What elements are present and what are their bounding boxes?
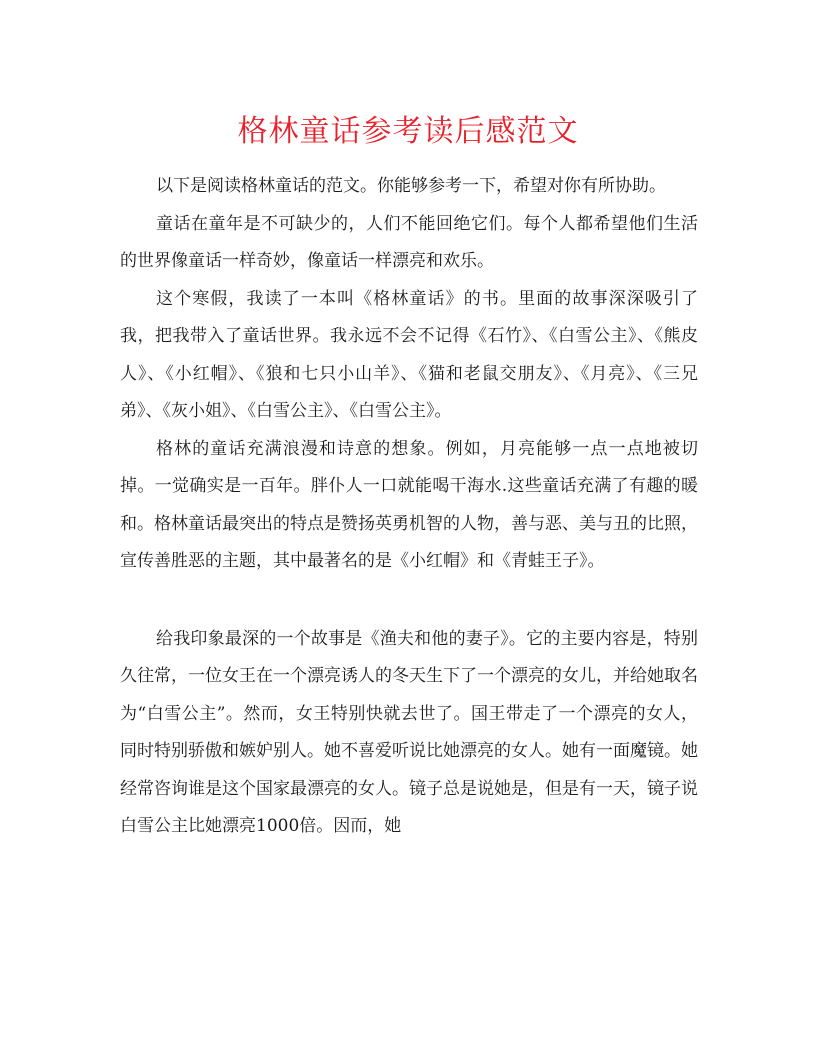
paragraph-impression: 给我印象最深的一个故事是《渔夫和他的妻子》。它的主要内容是，特别久往常，一位女王在一个漂亮诱人的冬天生下了一个漂亮的女儿，并给她取名为“白雪公主”。然而，女王特别快就去世了。国王带走了一个漂亮的女人，同时特别骄傲和嫉妒别人。她不喜爱听说比她漂亮的女人。她有一面魔镜。她经常咨询谁是这个国家最漂亮的女人。镜子总是说她是，但是有一天，镜子说白雪公主比她漂亮1000倍。因而，她 bbox=[120, 628, 698, 836]
document-title: 格林童话参考读后感范文 bbox=[237, 114, 579, 149]
document-body bbox=[120, 168, 698, 846]
paragraph-intro: 以下是阅读格林童话的范文。你能够参考一下，希望对你有所协助。 bbox=[156, 176, 666, 196]
paragraph-romance: 格林的童话充满浪漫和诗意的想象。例如，月亮能够一点一点地被切掉。一觉确实是一百年。胖仆人一口就能喝干海水.这些童话充满了有趣的暖和。格林童话最突出的特点是赞扬英勇机智的人物，善与恶、美与丑的比照，宣传善胜恶的主题，其中最著名的是《小红帽》和《青蛙王子》。 bbox=[120, 438, 698, 571]
paragraph-childhood: 童话在童年是不可缺少的，人们不能回绝它们。每个人都希望他们生活的世界像童话一样奇妙，像童话一样漂亮和欢乐。 bbox=[120, 213, 698, 271]
paragraph-winter-break: 这个寒假，我读了一本叫《格林童话》的书。里面的故事深深吸引了我，把我带入了童话世界。我永远不会不记得《石竹》、《白雪公主》、《熊皮人》、《小红帽》、《狼和七只小山羊》、《猫和老鼠交朋友》、《月亮》、《三兄弟》、《灰小姐》、《白雪公主》、《白雪公主》。 bbox=[120, 288, 698, 421]
